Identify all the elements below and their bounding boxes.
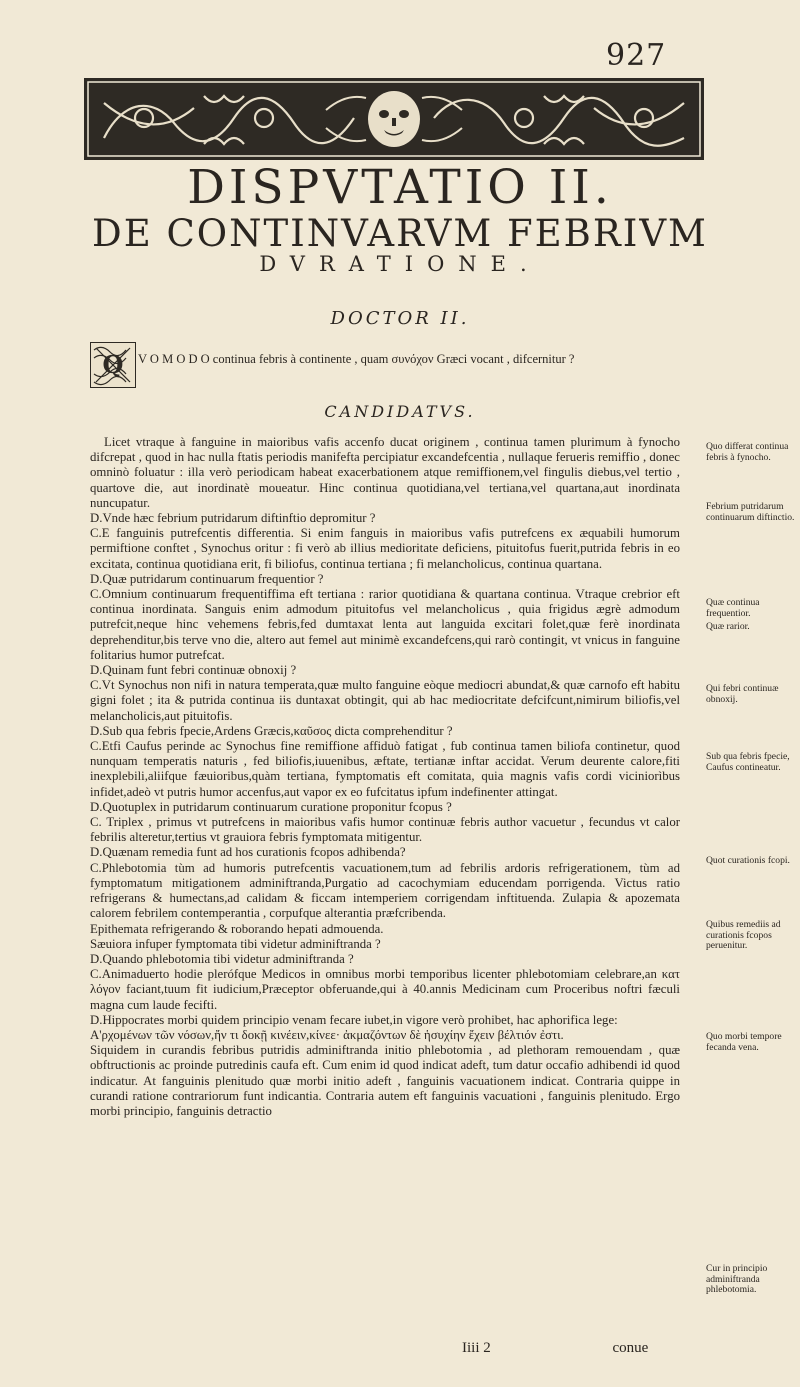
- catchword: conue: [612, 1340, 649, 1356]
- page-footer: [462, 1340, 648, 1357]
- margin-note: Quot curationis fcopi.: [706, 855, 790, 866]
- opening-question: V O M O D O continua febris à continente , quam συνόχον Græci vocant , difcernitur ?: [138, 352, 575, 366]
- dialogue-text: [90, 435, 680, 1119]
- paragraph: D.Vnde hæc febrium putridarum diftinftio depromitur ?: [90, 511, 376, 526]
- disputation-subtitle-2: DVRATIONE.: [259, 252, 541, 276]
- margin-note: Febrium putridarum continuarum diftinctio.: [706, 501, 795, 523]
- paragraph: C.Omnium continuarum frequentiffima eft tertiana : rarior quotidiana & quartana continua. Vtraque crebrior eft continua inordinata. Sanguis enim admodum pituitofus vel melancholicus , quia frigidus ægrè admodum putrefcit,neque hinc vehemens febris,fed dumtaxat lenta aut languida excitari folet,quæ ferè inordinata deprehenditur,bis terve vno die, altero aut femel aut minimè excandefcens,qui rarò contingit, vt vnicus in fanguine folitarius humor putrefcat.: [90, 587, 680, 662]
- paragraph: D.Quotuplex in putridarum continuarum curatione proponitur fcopus ?: [90, 799, 452, 814]
- speaker-candidatus: CANDIDATVS.: [324, 402, 476, 421]
- disputation-title: DISPVTATIO II.: [187, 160, 613, 215]
- margin-note: Sub qua febris fpecie, Caufus contineatur.: [706, 751, 790, 773]
- paragraph: D.Quinam funt febri continuæ obnoxij ?: [90, 663, 297, 678]
- paragraph: Licet vtraque à fanguine in maioribus vafis accenfo ducat originem , continua tamen plurimum à fynocho difcrepat , quod in hac nulla ftatis periodis manifefta percipiatur excandefcentia , nullaque ferueris remiffio , donec omninò foluatur : illa verò periodicam habeat exacerbationem atque remiffionem,vel fingulis diebus,vel tertio , quartove die, aut inordinatè moueatur. Hinc continua quotidiana,vel tertiana,vel quartana,aut inordinata nuncupatur.: [90, 435, 680, 510]
- paragraph: C.Animaduerto hodie plerófque Medicos in omnibus morbi temporibus licenter phlebotomiam celebrare,an κατ λόγον faciant,tuum fit iudicium,Præceptor obferuande,qui à 40.annis Medicinam cum Proceribus noftri fæculi magna cum laude fecifti.: [90, 967, 680, 1012]
- margin-note: Quæ continua frequentior.: [706, 597, 760, 619]
- decorated-initial: [90, 342, 136, 388]
- margin-note: Cur in principio adminiftranda phlebotomia.: [706, 1263, 768, 1295]
- paragraph: C.Etfi Caufus perinde ac Synochus fine remiffione affiduò fatigat , fub continua tamen biliofa continetur, quod nunquam temperatis naturis , fed biliofis,iuuenibus, æftate, tertianæ inftar accidat. Verum deurente calore,fiti inexplebili,aliifque fæuioribus,quàm tertiana, fymptomatis eft comitata, quia magnis vafis cordi viciniorìbus infidet,adeò vt putris humor accenfus,aut vapor ex eo fufcitatus ipfum indefinenter attingat.: [90, 739, 680, 799]
- signature-mark: Iiii 2: [462, 1340, 491, 1356]
- margin-note: Quibus remediis ad curationis fcopos peruenitur.: [706, 919, 781, 951]
- initial-letter: Q: [102, 350, 124, 379]
- paragraph: Sæuiora infuper fymptomata tibi videtur adminiftranda ?: [90, 936, 381, 951]
- paragraph: C.Vt Synochus non nifi in natura temperata,quæ multo fanguine eòque mediocri abundat,& quæ carnofo eft habitu gigni folet ; ita & putrida continua iis duntaxat obtingit, qui ab hac mediocritate defcifcunt,nimirum biliofis,vel melancholicis,aut pituitofis.: [90, 678, 680, 723]
- paragraph: D.Quando phlebotomia tibi videtur adminiftranda ?: [90, 951, 354, 966]
- paragraph: C. Triplex , primus vt putrefcens in maioribus vafis humor continuæ febris author vacuetur , fecundus vt calor febrilis alteretur,tertius vt grauiora febris fymptomata mitigentur.: [90, 815, 680, 845]
- ornamental-headband: [84, 78, 704, 160]
- page-number: 927: [606, 38, 667, 73]
- paragraph: D.Sub qua febris fpecie,Ardens Græcis,καῦσος dicta comprehenditur ?: [90, 723, 453, 738]
- greek-aphorism: Α'ρχομένων τῶν νόσων,ἤν τι δοκῇ κινέειν,κίνεε· ἀκμαζόντων δὲ ἡσυχίην ἔχειν βέλτιόν ἐστι.: [90, 1027, 564, 1042]
- paragraph: C.Phlebotomia tùm ad humoris putrefcentis vacuationem,tum ad febrilis ardoris refrigerationem, tùm ad fymptomatum mitigationem adminiftranda,Purgatio ad cacochymiam educendam porrigenda. Victus ratio refrigerans & humectans,ad calidam & ficcam intemperiem corrigendam inftituenda. Zulapia & apozemata calorem febrilem contemperantia , corpufque alterantia præfcribenda.: [90, 860, 680, 921]
- disputation-subtitle: DE CONTINVARVM FEBRIVM: [92, 212, 708, 255]
- paragraph: C.E fanguinis putrefcentis differentia. Si enim fanguis in maioribus vafis putrefcens ex æquabili humorum permiftione conftet , Synochus oritur : fi verò ab illius medioritate deficiens, pituitofus fuerit,putrida febris in eo excitata, continua quotidiana erit, fi biliofus, continua tertiana ; fi melancholicus, continua quartana.: [90, 526, 680, 571]
- paragraph: D.Quænam remedia funt ad hos curationis fcopos adhibenda?: [90, 845, 406, 860]
- margin-note: Quæ rarior.: [706, 621, 750, 632]
- paragraph: Siquidem in curandis febribus putridis adminiftranda initio phlebotomia , ad plethoram remouendam , quæ obftructionis ac proinde putredinis caufa eft. Cum enim id quod indicat adeft, tum datur occafio adhibendi id quod indicatur. At fanguinis plenitudo quæ morbi initio adeft , fanguinis vacuationem indicat. Contraria quippe in curandi ratione contrariorum funt indicantia. Contraria autem eft fanguinis vacuationi , fanguinis plenitudo. Ergo morbi principio, fanguinis detractio: [90, 1043, 680, 1118]
- margin-note: Qui febri continuæ obnoxij.: [706, 683, 779, 705]
- paragraph: D.Hippocrates morbi quidem principio venam fecare iubet,in vigore verò prohibet, hac aphorifica lege:: [90, 1012, 618, 1027]
- paragraph: D.Quæ putridarum continuarum frequentior ?: [90, 571, 324, 586]
- margin-note: Quo differat continua febris à fynocho.: [706, 441, 789, 463]
- speaker-doctor: DOCTOR II.: [330, 308, 470, 329]
- margin-note: Quo morbi tempore fecanda vena.: [706, 1031, 782, 1053]
- paragraph: Epithemata refrigerando & roborando hepati admouenda.: [90, 921, 384, 936]
